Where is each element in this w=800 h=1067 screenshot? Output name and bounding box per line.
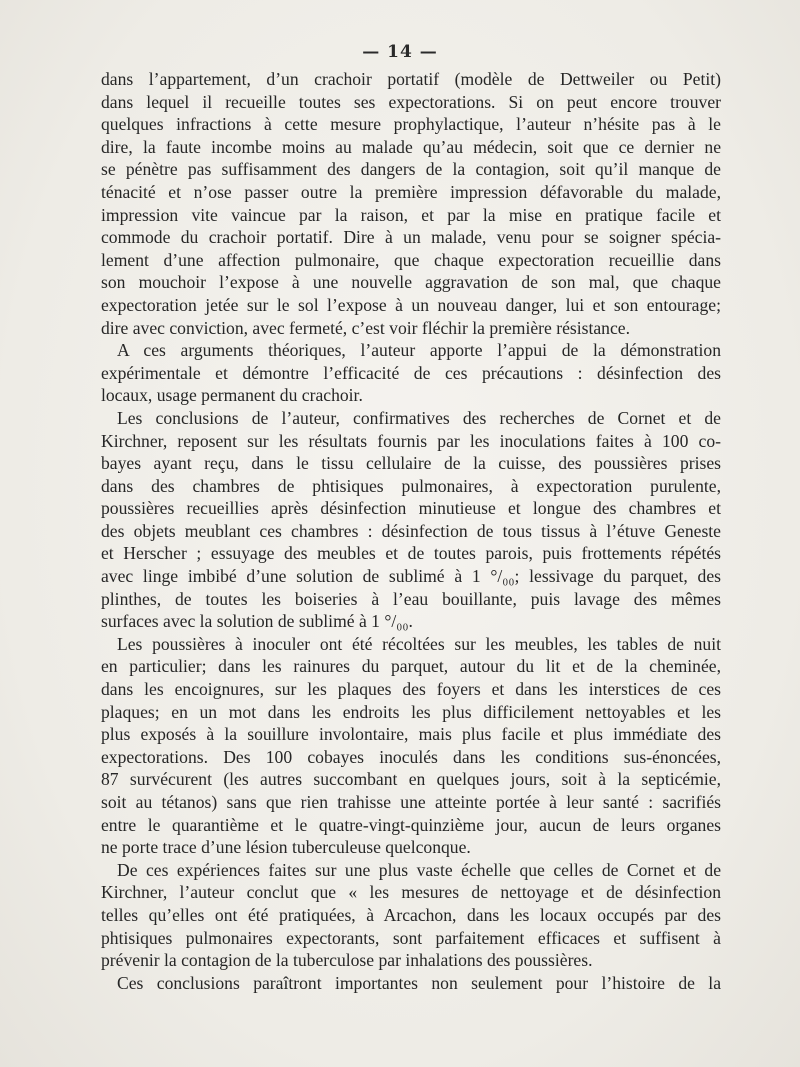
text-line: dans les encoignures, sur les plaques des foyers et dans les interstices de ces: [101, 679, 721, 700]
text-line: et Herscher ; essuyage des meubles et de toutes parois, puis frottements répétés: [101, 543, 721, 564]
text-line: ténacité et n’ose passer outre la première impression défavorable du malade,: [101, 181, 721, 202]
text-line: se pénètre pas suffisamment des dangers de la contagion, soit qu’il manque de: [101, 159, 721, 180]
text-line: plus exposés à la souillure involontaire, mais plus facile et plus immédiate des: [101, 724, 721, 745]
text-line: dans des chambres de phtisiques pulmonaires, à expectoration purulente,: [101, 475, 721, 496]
text-line: son mouchoir l’expose à une nouvelle aggravation de son mal, que chaque: [101, 272, 721, 293]
text-line: phtisiques pulmonaires expectorants, sont parfaitement efficaces et suffisent à: [101, 927, 721, 948]
text-line: impression vite vaincue par la raison, et par la mise en pratique facile et: [101, 204, 721, 225]
text-line: soit au tétanos) sans que rien trahisse une atteinte portée à leur santé : sacrifiés: [101, 792, 721, 812]
text-line: en particulier; dans les rainures du parquet, autour du lit et de la cheminée,: [101, 656, 721, 677]
text-line: prévenir la contagion de la tuberculose par inhalations des poussières.: [101, 950, 593, 971]
text-line: Ces conclusions paraîtront importantes non seulement pour l’histoire de la: [117, 972, 721, 993]
paragraph-4: [101, 633, 721, 859]
text-line: poussières recueillies après désinfection minutieuse et longue des chambres et: [101, 498, 721, 519]
text-line: De ces expériences faites sur une plus vaste échelle que celles de Cornet et de: [117, 859, 721, 880]
paragraph-2: [101, 339, 721, 407]
text-line: 87 survécurent (les autres succombant en quelques jours, soit à la septicémie,: [101, 769, 721, 790]
text-line: ne porte trace d’une lésion tuberculeuse quelconque.: [101, 837, 471, 858]
text-line: surfaces avec la solution de sublimé à 1 °/₀₀.: [101, 611, 413, 632]
text-line: Les conclusions de l’auteur, confirmatives des recherches de Cornet et de: [117, 407, 721, 428]
body-text: [101, 68, 721, 994]
text-line: avec linge imbibé d’une solution de sublimé à 1 °/₀₀; lessivage du parquet, des: [101, 566, 721, 587]
text-line: lement d’une affection pulmonaire, que chaque expectoration recueillie dans: [101, 249, 721, 270]
text-line: locaux, usage permanent du crachoir.: [101, 385, 363, 406]
page-number: — 14 —: [362, 42, 438, 62]
text-line: commode du crachoir portatif. Dire à un malade, venu pour se soigner spécia-: [101, 227, 721, 248]
text-line: dire, la faute incombe moins au malade qu’au médecin, soit que ce dernier ne: [101, 136, 721, 157]
text-line: Kirchner, l’auteur conclut que « les mesures de nettoyage et de désinfection: [101, 882, 721, 903]
paragraph-3: [101, 407, 721, 633]
text-line: expérimentale et démontre l’efficacité de ces précautions : désinfection des: [101, 362, 721, 383]
text-line: bayes ayant reçu, dans le tissu cellulaire de la cuisse, des poussières prises: [101, 453, 721, 474]
text-line: entre le quarantième et le quatre-vingt-quinzième jour, aucun de leurs organes: [101, 814, 721, 835]
text-line: dans lequel il recueille toutes ses expectorations. Si on peut encore trouver: [101, 91, 721, 112]
paragraph-1: [101, 68, 721, 339]
paragraph-5: [101, 859, 721, 972]
text-line: Kirchner, reposent sur les résultats fournis par les inoculations faites à 100 co-: [101, 430, 721, 451]
text-line: des objets meublant ces chambres : désinfection de tous tissus à l’étuve Geneste: [101, 520, 721, 541]
text-line: expectorations. Des 100 cobayes inoculés dans les conditions sus-énoncées,: [101, 746, 721, 767]
paragraph-6: [101, 972, 721, 995]
text-line: plinthes, de toutes les boiseries à l’eau bouillante, puis lavage des mêmes: [101, 588, 721, 609]
text-line: expectoration jetée sur le sol l’expose à un nouveau danger, lui et son entourage;: [101, 294, 721, 315]
text-line: Les poussières à inoculer ont été récoltées sur les meubles, les tables de nuit: [117, 633, 721, 654]
text-line: dire avec conviction, avec fermeté, c’est voir fléchir la première résistance.: [101, 317, 630, 338]
text-line: A ces arguments théoriques, l’auteur apporte l’appui de la démonstration: [117, 340, 721, 361]
text-line: quelques infractions à cette mesure prophylactique, l’auteur n’hésite pas à le: [101, 114, 721, 135]
text-line: dans l’appartement, d’un crachoir portatif (modèle de Dettweiler ou Petit): [101, 69, 721, 89]
text-line: plaques; en un mot dans les endroits les plus difficilement nettoyables et les: [101, 701, 721, 722]
text-line: telles qu’elles ont été pratiquées, à Arcachon, dans les locaux occupés par des: [101, 904, 721, 925]
